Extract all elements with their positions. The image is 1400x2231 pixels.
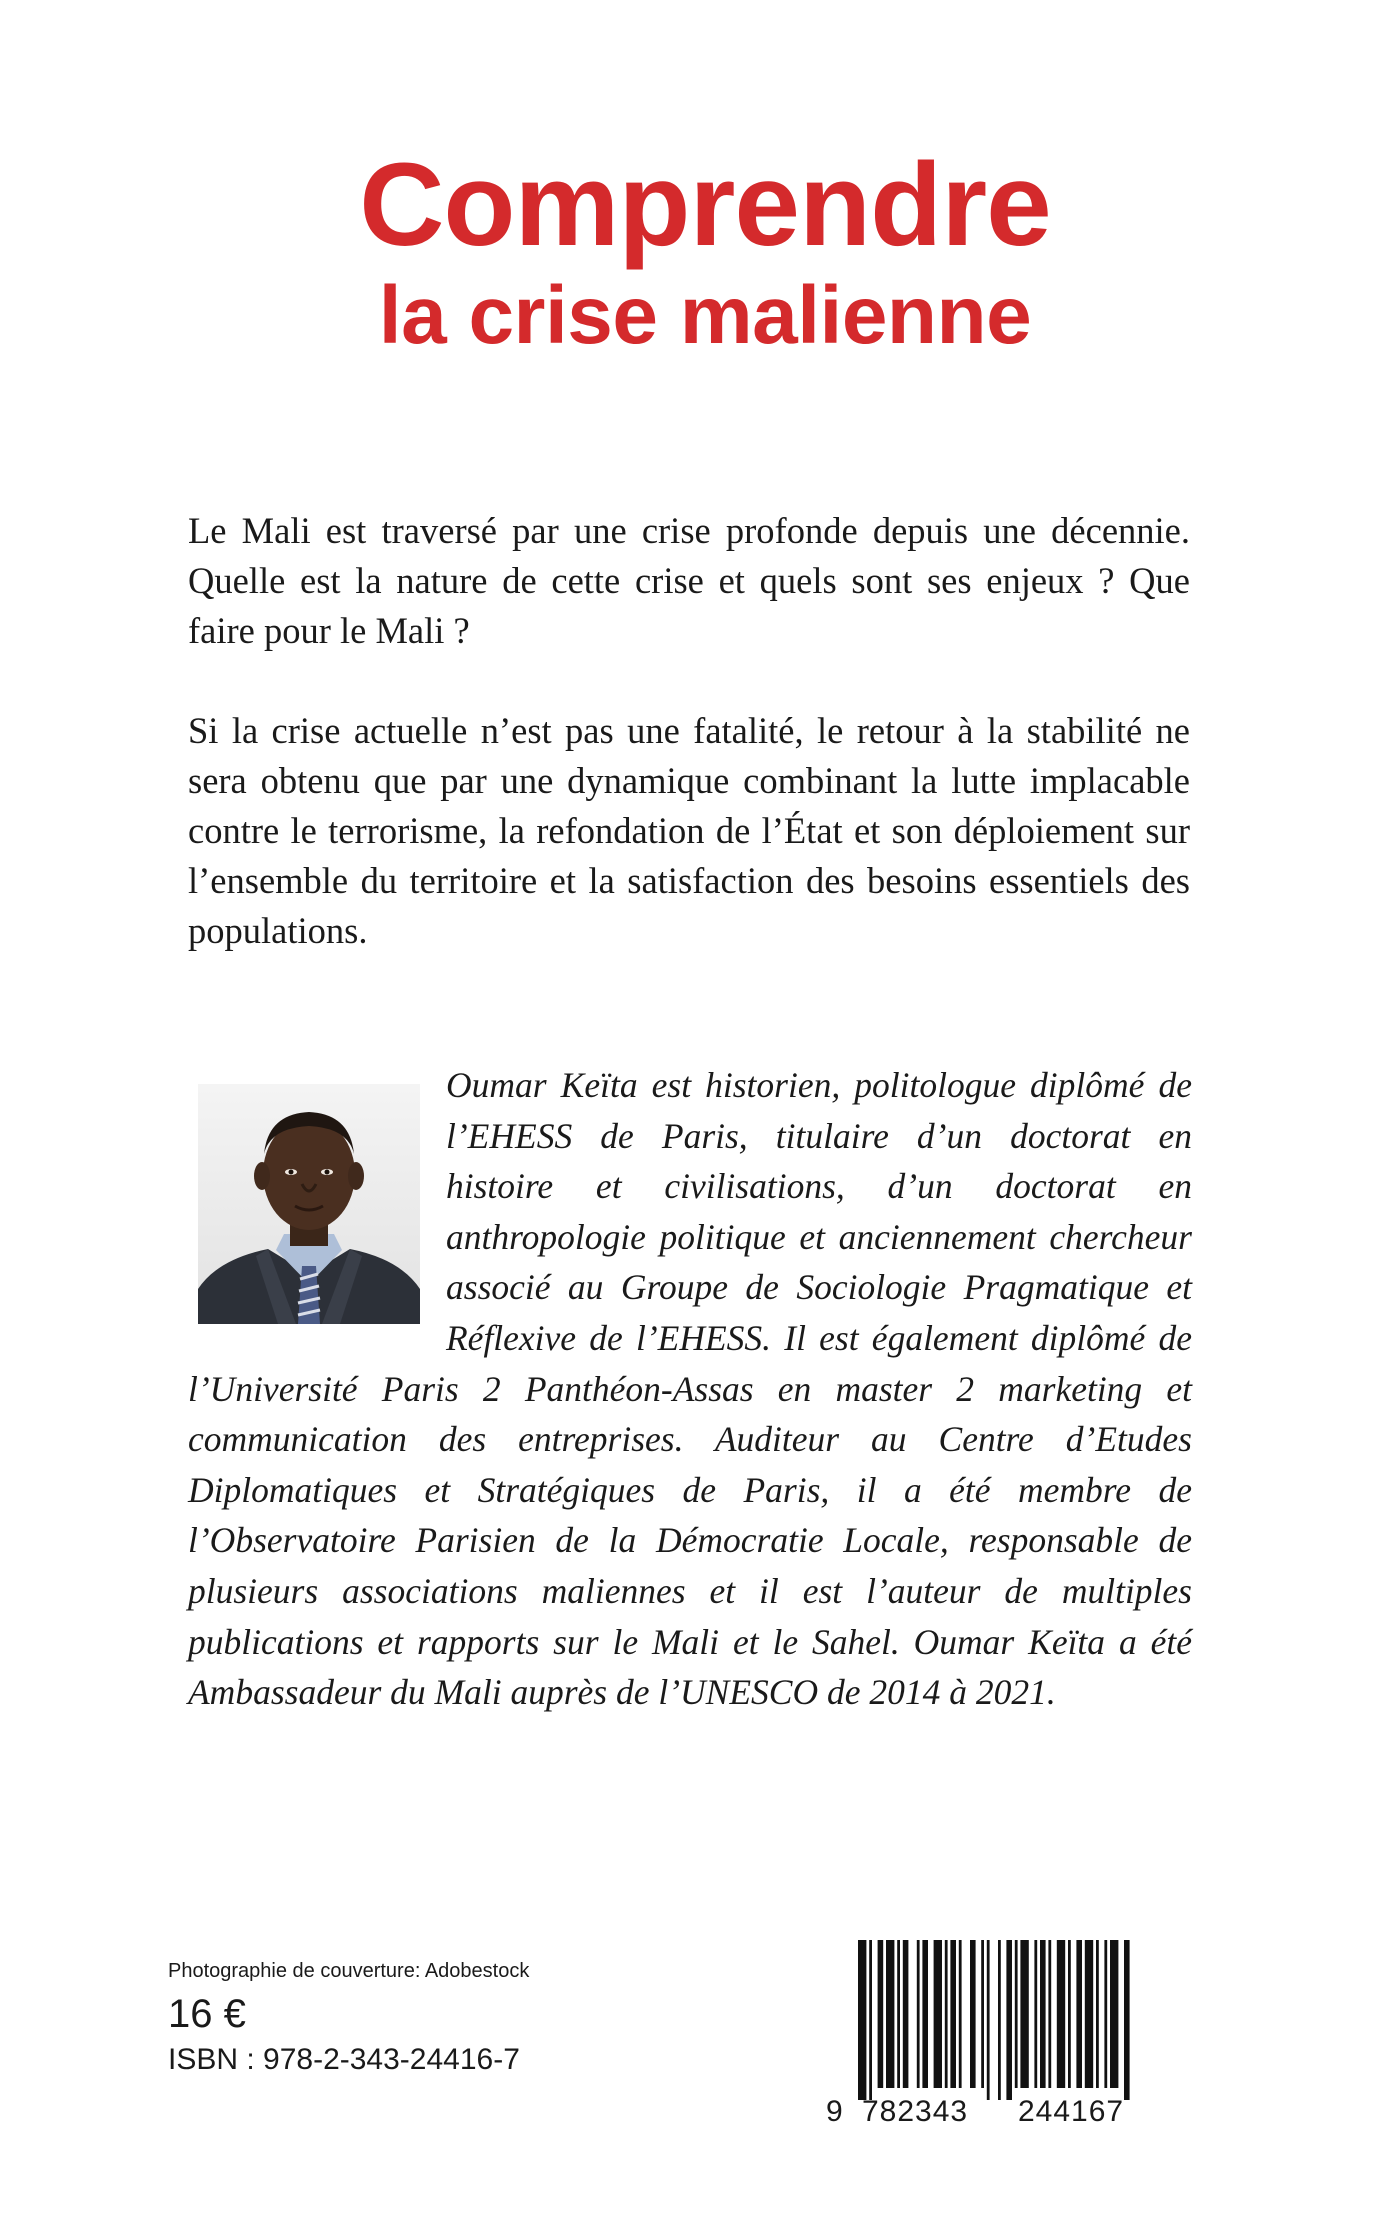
barcode-bar xyxy=(1040,1940,1046,2088)
isbn: ISBN : 978-2-343-24416-7 xyxy=(168,2043,520,2076)
author-photo xyxy=(198,1084,420,1324)
barcode-bar xyxy=(981,1940,984,2088)
barcode-bar xyxy=(917,1940,920,2088)
price: 16 € xyxy=(168,1992,246,2036)
barcode-bar xyxy=(1057,1940,1065,2088)
barcode-digit-first: 9 xyxy=(826,2095,844,2128)
barcode-bar xyxy=(945,1940,948,2088)
blurb-paragraph-1: Le Mali est traversé par une crise profonde depuis une décennie. Quelle est la nature de cette crise et quels sont ses enjeux ? Que faire pour le Mali ? xyxy=(188,510,1190,651)
barcode-bar xyxy=(1096,1940,1099,2088)
barcode-bar xyxy=(998,1940,1001,2100)
barcode-bar xyxy=(1085,1940,1093,2088)
barcode-digits-right: 244167 xyxy=(1018,2095,1125,2128)
barcode-bar xyxy=(869,1940,872,2100)
barcode-bar xyxy=(1048,1940,1051,2088)
photo-credit: Photographie de couverture: Adobestock xyxy=(168,1960,530,1982)
barcode-bar xyxy=(1006,1940,1012,2100)
barcode-bar xyxy=(959,1940,962,2088)
barcode-bar xyxy=(934,1940,942,2088)
barcode-bar xyxy=(1068,1940,1071,2088)
barcode-bar xyxy=(1034,1940,1037,2088)
isbn-barcode xyxy=(822,1940,1182,2138)
barcode-bar xyxy=(1015,1940,1018,2088)
barcode-bar xyxy=(858,1940,866,2100)
barcode-bar xyxy=(886,1940,894,2088)
barcode-bar xyxy=(903,1940,909,2088)
barcode-bar xyxy=(970,1940,976,2088)
barcode-bar xyxy=(1020,1940,1028,2088)
barcode-bar xyxy=(987,1940,990,2100)
barcode-bar xyxy=(897,1940,900,2088)
barcode-bars xyxy=(822,1940,1182,2100)
barcode-bar xyxy=(922,1940,928,2088)
barcode-bar xyxy=(1104,1940,1107,2088)
back-cover-credits xyxy=(168,1958,529,2078)
barcode-bar xyxy=(950,1940,956,2088)
author-bio-text: Oumar Keïta est historien, politologue diplômé de l’EHESS de Paris, titulaire d’un doctorat en histoire et civilisations, d’un doctorat en anthropologie politique et anciennement chercheur associé au Groupe de Sociologie Pragmatique et Réflexive de l’EHESS. Il est également diplômé de l’Université Paris 2 Panthéon-Assas en master 2 marketing et communication des entreprises. Auditeur au Centre d’Etudes Diplomatiques et Stratégiques de Paris, il a été membre de l’Observatoire Parisien de la Démocratie Locale, responsable de plusieurs associations maliennes et il est l’auteur de multiples publications et rapports sur le Mali et le Sahel. Oumar Keïta a été Ambassadeur du Mali auprès de l’UNESCO de 2014 à 2021. xyxy=(188,1065,1192,1713)
barcode-bar xyxy=(1124,1940,1130,2100)
title-line-2: la crise malienne xyxy=(378,270,1032,361)
barcode-digits-left: 782343 xyxy=(862,2095,969,2128)
barcode-bar xyxy=(1110,1940,1118,2088)
blurb-paragraph-2: Si la crise actuelle n’est pas une fatalité, le retour à la stabilité ne sera obtenu que par une dynamique combinant la lutte implacable contre le terrorisme, la refondation de l’État et son déploiement sur l’ensemble du territoire et la satisfaction des besoins essentiels des populations. xyxy=(188,710,1190,951)
barcode-bar xyxy=(1076,1940,1082,2088)
author-bio xyxy=(188,1060,1192,1718)
barcode-bar xyxy=(878,1940,884,2088)
book-title xyxy=(0,140,1400,362)
title-line-1: Comprendre xyxy=(359,139,1051,271)
